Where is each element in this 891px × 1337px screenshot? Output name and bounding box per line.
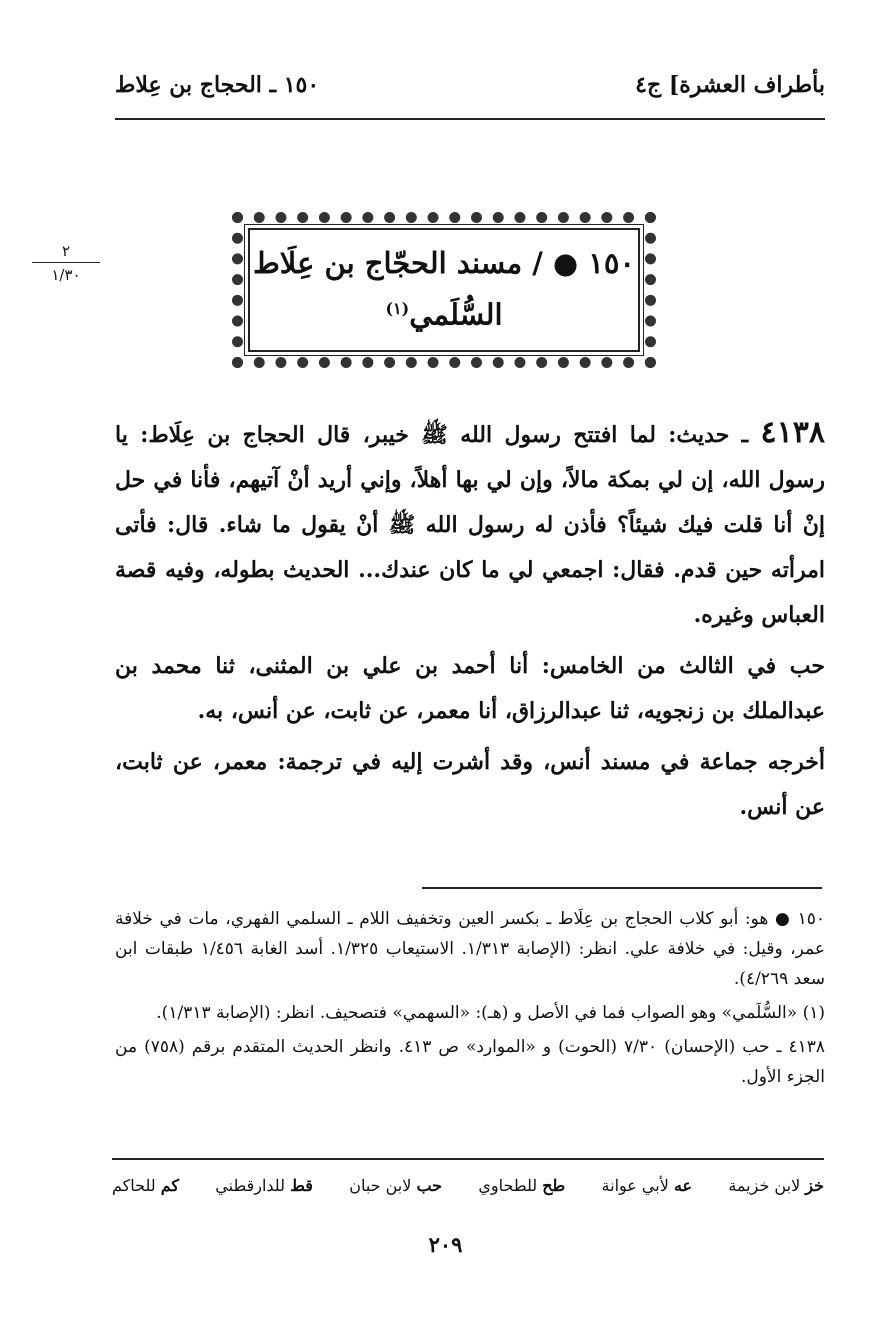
running-header <box>115 62 825 102</box>
hadith-number: ٤١٣٨ <box>760 415 825 450</box>
section-title <box>248 228 640 352</box>
hadith-text: ـ حديث: لما افتتح رسول الله ﷺ خيبر، قال الحجاج بن عِلَاط: يا رسول الله، إن لي بمكة مالاً، وإن لي بها أهلاً، وإني أريد أنْ آتيهم، فأنا في حل إنْ أنا قلت فيك شيئاً؟ فأذن له رسول الله ﷺ أنْ يقول ما شاء. قال: فأتى امرأته حين قدم. فقال: اجمعي لي ما كان عندك... الحديث بطوله، وفيه قصة العباس وغيره. <box>115 422 825 628</box>
isnad-paragraph: حب في الثالث من الخامس: أنا أحمد بن علي بن المثنى، ثنا محمد بن عبدالملك بن زنجويه، ثنا عبدالرزاق، أنا معمر، عن ثابت، عن أنس، به. <box>115 653 825 724</box>
page-number: ٢٠٩ <box>428 1232 463 1257</box>
bottom-divider <box>112 1158 824 1160</box>
abbrev-item: خز لابن خزيمة <box>728 1176 824 1195</box>
footnote-biography: ١٥٠ ● هو: أبو كلاب الحجاج بن عِلَاط ـ بكسر العين وتخفيف اللام ـ السلمي الفهري، مات في خلافة عمر، وقيل: في خلافة علي. انظر: (الإصابة ١/٣١٣. الاستيعاب ١/٣٢٥. أسد الغابة ١/٤٥٦ طبقات ابن سعد ٤/٢٦٩). <box>115 909 825 989</box>
main-text <box>115 410 825 836</box>
abbrev-item: عه لأبي عوانة <box>601 1176 693 1195</box>
margin-manuscript-ref <box>32 242 100 284</box>
footnotes <box>115 904 825 1096</box>
abbrev-item: طح للطحاوي <box>478 1176 566 1195</box>
footnote-hadith-4138: ٤١٣٨ ـ حب (الإحسان) ٧/٣٠ (الحوت) و «الموارد» ص ٤١٣. وانظر الحديث المتقدم برقم (٧٥٨) من الجزء الأول. <box>115 1037 826 1087</box>
margin-ref-bottom: ١/٣٠ <box>51 266 81 284</box>
section-title-line2 <box>250 286 638 338</box>
footnote-divider <box>422 887 822 889</box>
abbrev-item: كم للحاكم <box>112 1176 179 1195</box>
section-title-frame <box>232 212 656 368</box>
hadith-paragraph <box>115 410 825 638</box>
margin-ref-divider <box>32 262 100 263</box>
section-title-line1: ١٥٠ ● / مسند الحجّاج بن عِلَاط <box>252 246 636 280</box>
abbrev-item: حب لابن حبان <box>349 1176 443 1195</box>
takhrij-note: أخرجه جماعة في مسند أنس، وقد أشرت إليه في ترجمة: معمر، عن ثابت، عن أنس. <box>115 749 825 820</box>
footnote-1: (١) «السُّلَمي» وهو الصواب فما في الأصل و (هـ): «السهمي» فتصحيف. انظر: (الإصابة ١/٣١٣). <box>156 1003 825 1023</box>
header-book-title: بأطراف العشرة] ج٤ <box>635 72 825 98</box>
footnote-ref-1: (١) <box>385 299 410 318</box>
header-section-title: ١٥٠ ـ الحجاج بن عِلاط <box>115 72 320 98</box>
header-divider <box>115 118 825 120</box>
margin-ref-top: ٢ <box>61 242 71 260</box>
abbrev-item: قط للدارقطني <box>215 1176 313 1195</box>
section-title-nisba: السُّلَمي <box>409 297 503 332</box>
abbreviation-key <box>112 1176 824 1195</box>
